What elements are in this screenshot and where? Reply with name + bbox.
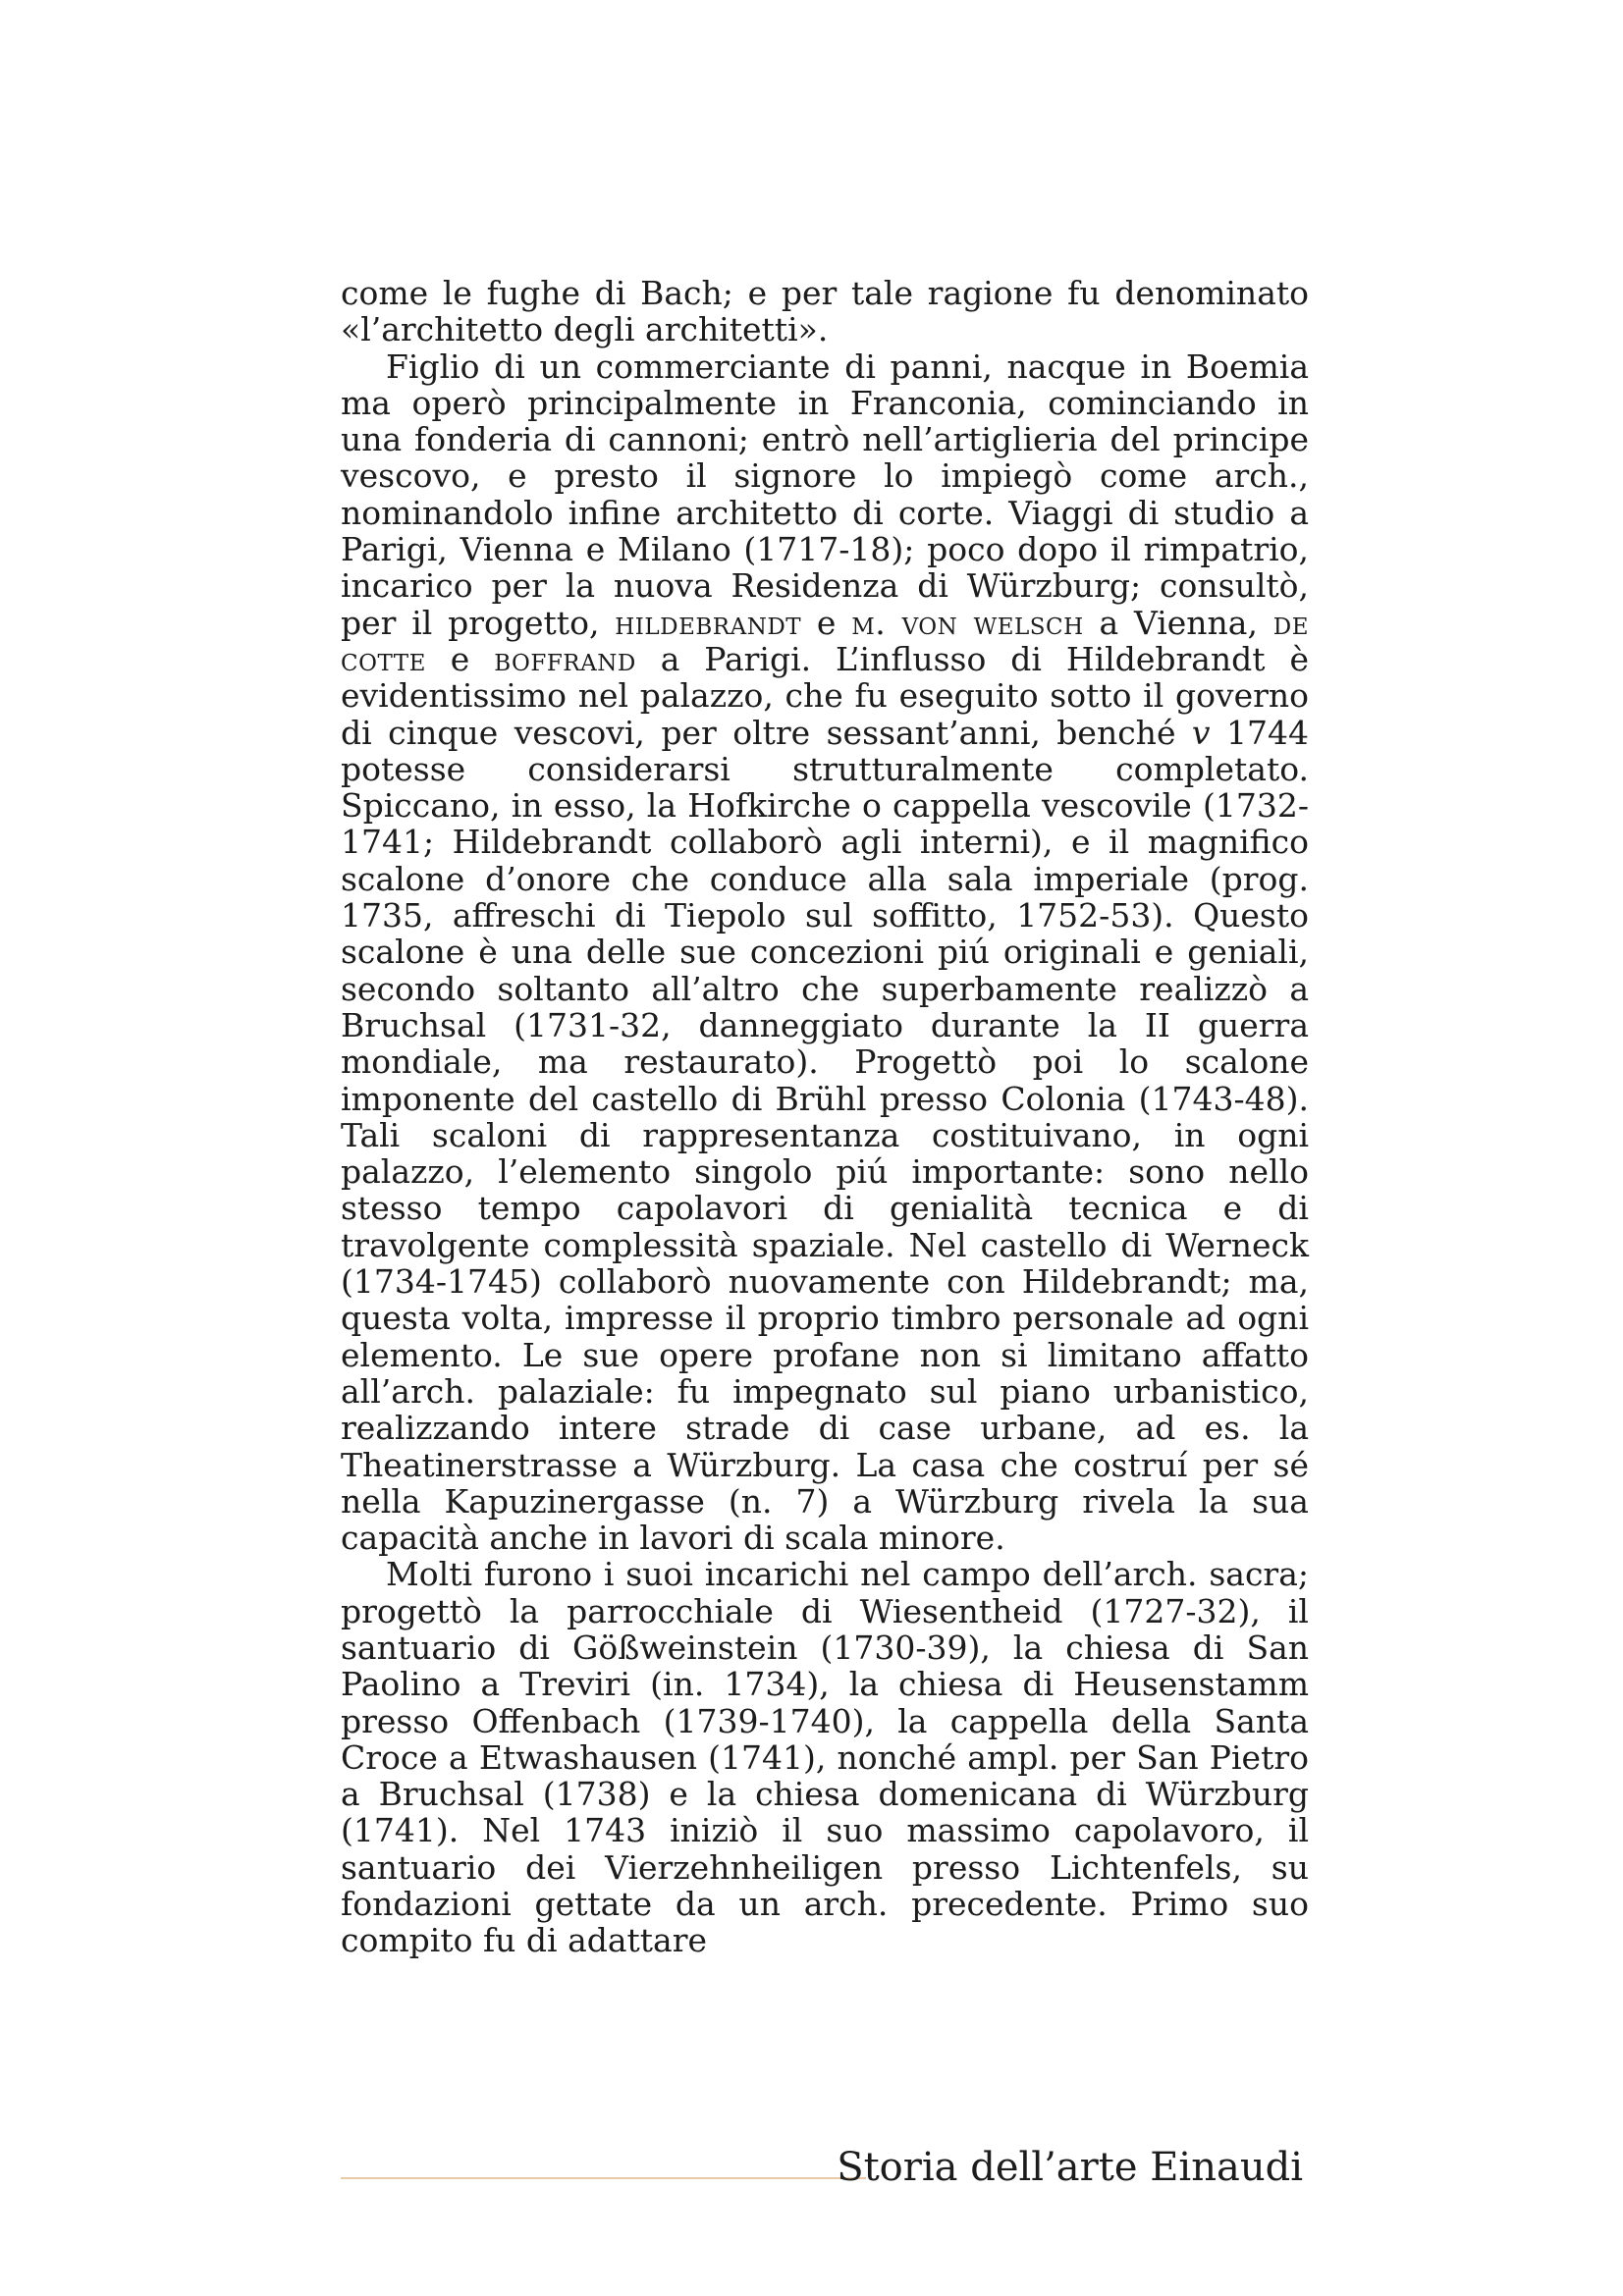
paragraph-2-run-3: e	[801, 603, 852, 642]
name-von-welsch: m. von welsch	[851, 603, 1084, 642]
footer-publisher-title: Storia dell’arte Einaudi	[837, 2145, 1303, 2190]
paragraph-2-run-9: a Parigi. L’influsso di Hildebrandt è evidentissimo nel palazzo, che fu eseguito sotto il governo di cinque vescovi, per oltre sessant’anni, benché	[341, 639, 1309, 752]
paragraph-1-run-1: come le fughe di Bach; e per tale ragione fu denominato «l’architetto degli architetti».	[341, 274, 1309, 349]
name-de-cotte: de cotte	[341, 603, 1309, 678]
name-boffrand: boffrand	[494, 639, 636, 678]
italic-v: v	[1191, 713, 1211, 752]
paragraph-2-run-1: Figlio di un commerciante di panni, nacque in Boemia ma operò principalmente in Franconia, cominciando in una fonderia di cannoni; entrò nell’artiglieria del principe vescovo, e presto il signore lo impiegò come arch., nominandolo infine architetto di corte. Viaggi di studio a Parigi, Vienna e Milano (1717-18); poco dopo il rimpatrio, incarico per la nuova Residenza di Würzburg; consultò, per il progetto,	[341, 347, 1309, 642]
paragraph-2	[341, 348, 1309, 1557]
paragraph-2-run-5: a Vienna,	[1083, 603, 1273, 642]
paragraph-2-run-7: e	[425, 639, 495, 678]
paragraph-2-run-11: 1744 potesse considerarsi strutturalmente completato. Spiccano, in esso, la Hofkirche o cappella vescovile (1732-1741; Hildebrandt collaborò agli interni), e il magnifico scalone d’onore che conduce alla sala imperiale (prog. 1735, affreschi di Tiepolo sul soffitto, 1752-53). Questo scalone è una delle sue concezioni piú originali e geniali, secondo soltanto all’altro che superbamente realizzò a Bruchsal (1731-32, danneggiato durante la II guerra mondiale, ma restaurato). Progettò poi lo scalone imponente del castello di Brühl presso Colonia (1743-48). Tali scaloni di rappresentanza costituivano, in ogni palazzo, l’elemento singolo piú importante: sono nello stesso tempo capolavori di genialità tecnica e di travolgente complessità spaziale. Nel castello di Werneck (1734-1745) collaborò nuovamente con Hildebrandt; ma, questa volta, impresse il proprio timbro personale ad ogni elemento. Le sue opere profane non si limitano affatto all’arch. palaziale: fu impegnato sul piano urbanistico, realizzando intere strade di case urbane, ad es. la Theatinerstrasse a Würzburg. La casa che costruí per sé nella Kapuzinergasse (n. 7) a Würzburg rivela la sua capacità anche in lavori di scala minore.	[341, 713, 1309, 1558]
paragraph-3-run-1: Molti furono i suoi incarichi nel campo dell’arch. sacra; progettò la parrocchiale di Wiesentheid (1727-32), il santuario di Gößweinstein (1730-39), la chiesa di San Paolino a Treviri (in. 1734), la chiesa di Heusenstamm presso Offenbach (1739-1740), la cappella della Santa Croce a Etwashausen (1741), nonché ampl. per San Pietro a Bruchsal (1738) e la chiesa domenicana di Würzburg (1741). Nel 1743 iniziò il suo massimo capolavoro, il santuario dei Vierzehnheiligen presso Lichtenfels, su fondazioni gettate da un arch. precedente. Primo suo compito fu di adattare	[341, 1555, 1309, 1960]
footer-rule	[341, 2177, 866, 2179]
paragraph-1	[341, 275, 1309, 348]
name-hildebrandt: hildebrandt	[615, 603, 802, 642]
paragraph-3	[341, 1556, 1309, 1958]
body-text	[341, 275, 1309, 1959]
